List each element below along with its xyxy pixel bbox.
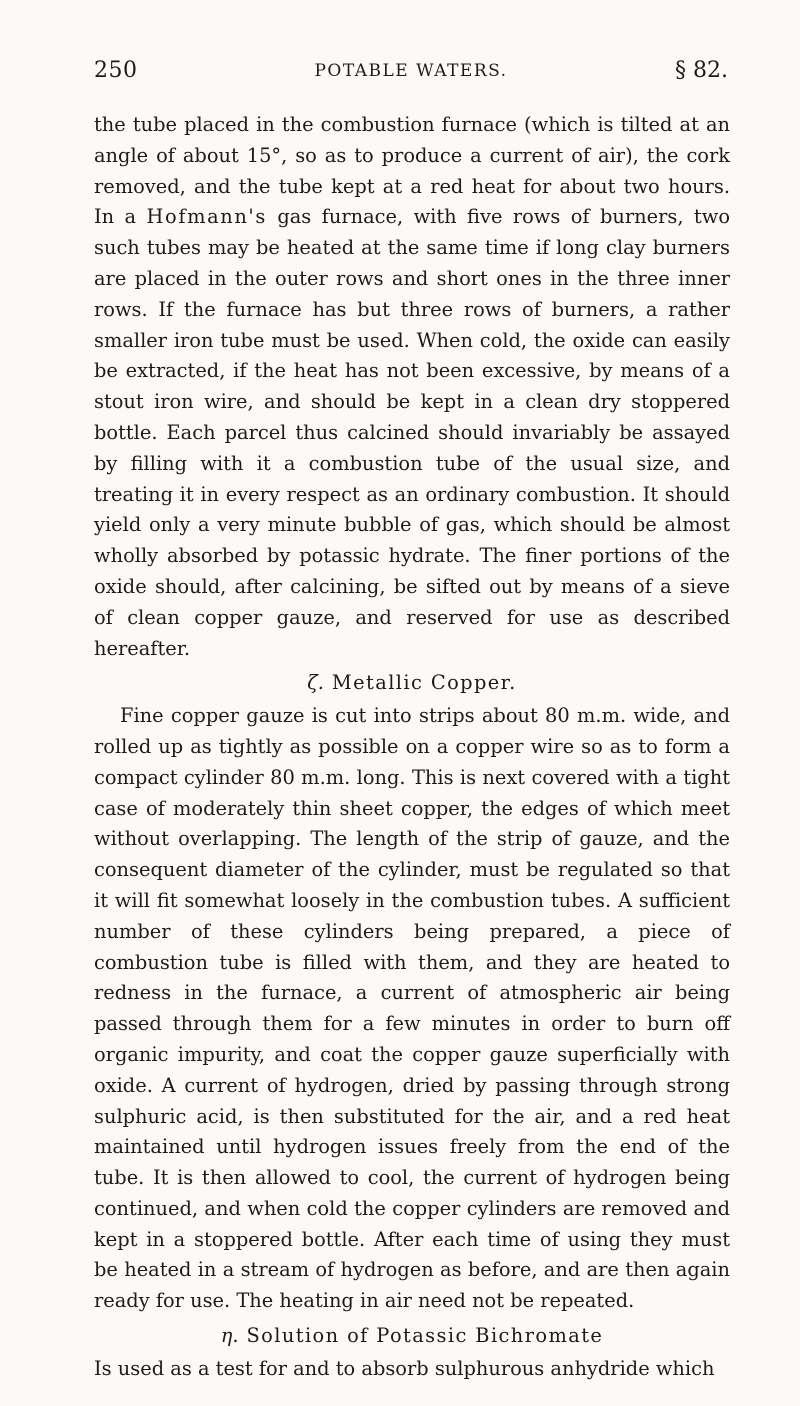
paragraph-cupric-oxide bbox=[94, 110, 730, 664]
subheading-title: Metallic Copper. bbox=[331, 671, 517, 695]
paragraph-text: gas furnace, with five rows of burners, two such tubes may be heated at the same time if long clay burners are placed in the outer rows and short ones in the three inner rows. If the furnace has but three rows of burners, a rather smaller iron tube must be used. When cold, the oxide can easily be extracted, if the heat has not been excessive, by means of a stout iron wire, and should be kept in a clean dry stoppered bottle. Each parcel thus calcined should invariably be assayed by filling with it a combustion tube of the usual size, and treating it in every respect as an ordinary combustion. It should yield only a very minute bubble of gas, which should be almost wholly absorbed by potassic hydrate. The finer portions of the oxide should, after calcining, be sifted out by means of a sieve of clean copper gauze, and reserved for use as described hereafter. bbox=[94, 205, 730, 660]
person-name: Hofmann's bbox=[146, 205, 267, 229]
subheading-potassic-bichromate bbox=[94, 1317, 730, 1354]
section-number: § 82. bbox=[675, 58, 728, 83]
page-header bbox=[94, 58, 728, 88]
paragraph-metallic-copper: Fine copper gauze is cut into strips about 80 m.m. wide, and rolled up as tightly as possible on a copper wire so as to form a compact cylinder 80 m.m. long. This is next covered with a tight case of moderately thin sheet copper, the edges of which meet without overlapping. The length of the strip of gauze, and the consequent diameter of the cylinder, must be regulated so that it will fit somewhat loosely in the combustion tubes. A sufficient number of these cylinders being prepared, a piece of combustion tube is filled with them, and they are heated to redness in the furnace, a current of atmospheric air being passed through them for a few minutes in order to burn off organic impurity, and coat the copper gauze superficially with oxide. A current of hydrogen, dried by passing through strong sulphuric acid, is then substituted for the air, and a red heat maintained until hydrogen issues freely from the end of the tube. It is then allowed to cool, the current of hydrogen being continued, and when cold the copper cylinders are removed and kept in a stoppered bottle. After each time of using they must be heated in a stream of hydrogen as before, and are then again ready for use. The heating in air need not be repeated. bbox=[94, 704, 730, 1313]
page-number: 250 bbox=[94, 58, 138, 83]
subheading-letter: ζ. bbox=[307, 671, 324, 695]
running-title: POTABLE WATERS. bbox=[314, 61, 508, 81]
paragraph-potassic-bichromate: Is used as a test for and to absorb sulphurous anhydride which bbox=[94, 1356, 715, 1380]
subheading-metallic-copper bbox=[94, 664, 730, 701]
subheading-title: Solution of Potassic Bichromate bbox=[246, 1324, 604, 1348]
subheading-letter: η. bbox=[220, 1324, 239, 1348]
paragraph-text: the tube placed in the combustion furnace (which is tilted at an angle of about 15°, so as to produce a current of air), the cork removed, and the tube kept at a red heat for about two hours. In a bbox=[94, 113, 730, 229]
page-body bbox=[94, 110, 730, 1385]
